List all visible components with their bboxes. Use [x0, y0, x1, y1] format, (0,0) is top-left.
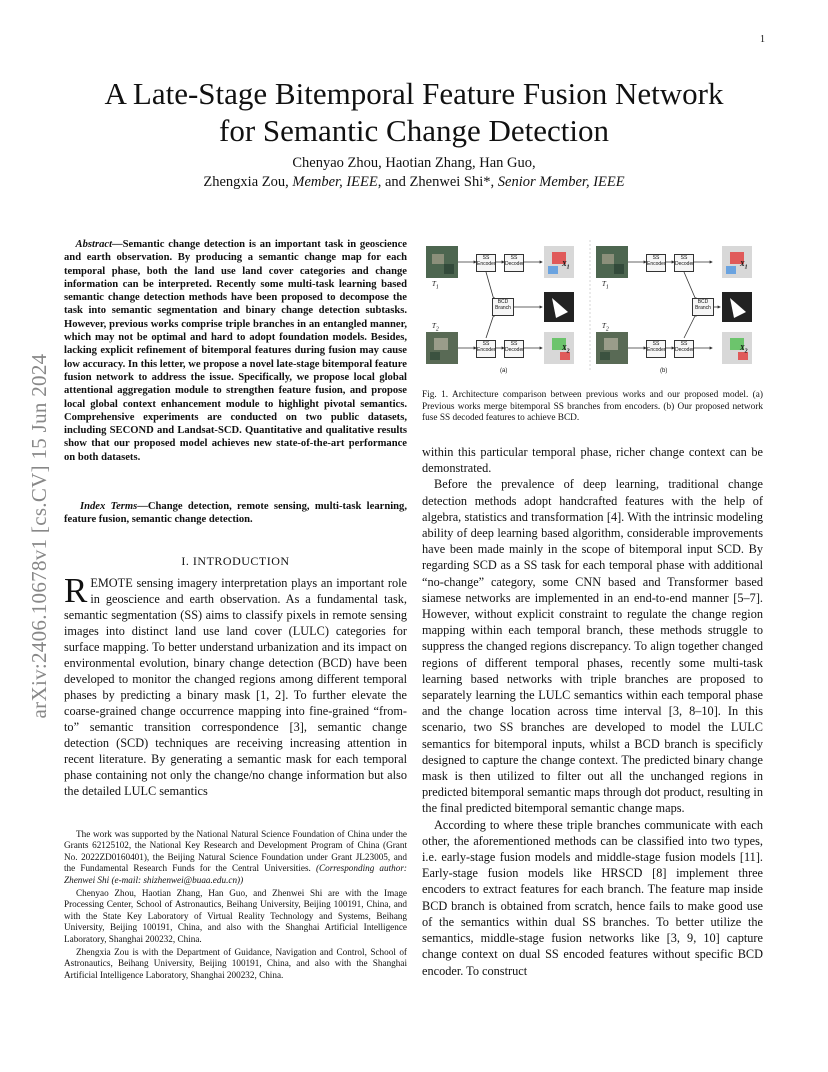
t1-text: T — [432, 280, 436, 288]
drop-cap: R — [64, 571, 88, 610]
x1-text: X — [562, 260, 567, 268]
bcd-branch-block: BCD Branch — [492, 298, 514, 316]
x2-text: X — [562, 344, 567, 352]
x2-text: X — [740, 344, 745, 352]
x1-label: $X_1$ — [740, 260, 748, 271]
author-text: Zhengxia Zou, — [203, 174, 293, 190]
x1-label: $X_1$ — [562, 260, 570, 271]
authors-line-2 — [60, 173, 768, 192]
subfigure-label-b: (b) — [660, 368, 668, 374]
x1-text: X — [740, 260, 745, 268]
t2-text: T — [432, 322, 436, 330]
right-column-body — [422, 444, 763, 979]
t2-label: $T_2$ — [602, 322, 609, 333]
ss-encoder-block: SS Encoder — [646, 254, 666, 272]
title-line-2: for Semantic Change Detection — [219, 113, 609, 148]
author-list — [60, 154, 768, 192]
t1-label: $T_1$ — [602, 280, 609, 291]
t1-text: T — [602, 280, 606, 288]
index-terms-text: —Change detection, remote sensing, multi-task learning, feature fusion, semantic change detection. — [64, 501, 407, 526]
author-text: , and Zhenwei Shi*, — [377, 174, 498, 190]
paragraph: Before the prevalence of deep learning, traditional change detection methods adopt handcrafted features with the help of algebra, statistics and transformation [4]. With the intrinsic modeling ability of deep learning based algorithm, considerable improvements have been made mainly in the scope of bitemporal input SCD. By regarding SCD as a SS task for each temporal phase with additional “no-change” category, some CNN based and Transformer based siamese networks are implemented in an end-to-end manner [5–7]. However, without explicit constraint to regulate the change region mapping within each temporal branch, these methods struggle to suppress the changed regions discrepancy. To align together changed regions of different temporal phases, recently some multi-task learning based networks with triple branches are proposed to separately learning the LULC semantics within each temporal phase and the change location across time interval [3, 8–10]. In this scenario, two SS branches are developed to model the LULC semantics for bitemporal inputs, whilst a BCD branch is specificly designed to capture the change context. The predicted binary change mask is then utilized to filter out all the unchanged regions in predicted bitemporal semantic maps through dot product, resulting in the final predicted bitemporal semantic change maps. — [422, 477, 763, 816]
figure-caption: Fig. 1. Architecture comparison between previous works and our proposed model. (a) Previous works merge bitemporal SS branches from encoders. (b) Our proposed network fuse SS decoded features to achieve BCD. — [422, 390, 763, 424]
x2-label: $X_2$ — [562, 344, 570, 355]
ss-decoder-block: SS Decoder — [504, 340, 524, 358]
footnote-affiliation-2: Zhengxia Zou is with the Department of Guidance, Navigation and Control, School of Astronautics, Beihang University, Beijing 100191, China, and also with the Shanghai Artificial Intelligence Laboratory, Shanghai 200232, China. — [64, 947, 407, 980]
footnotes — [64, 829, 407, 983]
ss-decoder-block: SS Decoder — [504, 254, 524, 272]
subfigure-label-a: (a) — [500, 368, 508, 374]
footnote-funding — [64, 829, 407, 886]
paper-title — [60, 75, 768, 149]
abstract-text: —Semantic change detection is an important task in geoscience and earth observation. By producing a semantic change map for each temporal phase, both the land use land cover categories and change information can be interpreted. Recently some multi-task learning based semantic change detection methods have been proposed to decompose the task into semantic segmentation and binary change detection subtasks. However, previous works comprise triple branches in an entangled manner, which may not be optimal and hard to adopt foundation models. Besides, lacking explicit refinement of bitemporal features during fusion may cause low accuracy. In this letter, we propose a novel late-stage bitemporal feature fusion network to address the issue. Specifically, we propose local global attentional aggregation module to strengthen feature fusion, and propose local global context enhancement module to highlight pivotal semantics. Comprehensive experiments are conducted on two public datasets, including SECOND and Landsat-SCD. Quantitative and qualitative results show that our proposed model achieves new state-of-the-art performance on both datasets. — [64, 239, 407, 463]
authors-line-1: Chenyao Zhou, Haotian Zhang, Han Guo, — [292, 155, 536, 171]
ss-decoder-block: SS Decoder — [674, 254, 694, 272]
paragraph: within this particular temporal phase, richer change context can be demonstrated. — [422, 445, 763, 476]
paragraph: According to where these triple branches communicate with each other, the aforementioned methods can be classified into two types, i.e. early-stage fusion models and middle-stage fusion models [11]. Early-stage fusion models like HRSCD [8] implement three encoders to extract features for each branch. The feature map inside BCD branch is obtained from scratch, hence fails to make good use of the semantics within dual SS branches. To better utilize the semantics, middle-stage fusion networks like [3, 9, 10] capture change context on dual SS encoded features without specific BCD encoder. To construct — [422, 817, 763, 978]
abstract-label: Abstract — [75, 239, 113, 250]
page-number: 1 — [760, 34, 765, 45]
bcd-branch-block: BCD Branch — [692, 298, 714, 316]
x2-label: $X_2$ — [740, 344, 748, 355]
figure-architecture — [424, 240, 764, 382]
ss-decoder-block: SS Decoder — [674, 340, 694, 358]
footnote-corresponding: (Corresponding author: Zhenwei Shi (e-mail: shizhenwei@buaa.edu.cn)) — [64, 863, 407, 885]
footnote-text: The work was supported by the National Natural Science Foundation of China under the Grants 62125102, the National Key Research and Development Program of China (Grant No. 2022ZD0160401), the Beijing Natural Science Foundation under Grant JL23005, and the Fundamental Research Funds for the Central Universities. — [64, 829, 407, 874]
footnote-affiliation-1: Chenyao Zhou, Haotian Zhang, Han Guo, and Zhenwei Shi are with the Image Processing Center, School of Astronautics, Beihang University, Beijing 100191, China, and with the State Key Laboratory of Virtual Reality Technology and Systems, Beihang University, Beijing 100191, China, and also with the Shanghai Artificial Intelligence Laboratory, Shanghai 200232, China. — [64, 888, 407, 944]
introduction-paragraph — [64, 571, 407, 799]
ss-encoder-block: SS Encoder — [476, 340, 496, 358]
arxiv-stamp: arXiv:2406.10678v1 [cs.CV] 15 Jun 2024 — [27, 353, 51, 719]
intro-text: EMOTE sensing imagery interpretation plays an important role in geoscience and earth observation. As a fundamental task, semantic segmentation (SS) aims to classify pixels in remote sensing images into distinct land use land cover (LULC) categories for surface mapping. To better understand urbanization and its impact on environmental evolution, binary change detection (BCD) have been developed to monitor the changed regions among different temporal phases by predicting a binary mask [1, 2]. To further elevate the coarse-grained change occurrence mapping into fine-grained “from-to” semantic transition correspondence [3], semantic change detection (SCD) techniques are receiving increasing attention in recent literature. By generating a semantic mask for each temporal phase containing not only the change/no change information but also the detailed LULC semantics — [64, 576, 407, 798]
section-heading: I. INTRODUCTION — [181, 554, 290, 568]
abstract — [64, 238, 407, 464]
author-affil: Senior Member, IEEE — [497, 174, 625, 190]
t2-label: $T_2$ — [432, 322, 439, 333]
index-terms-label: Index Terms — [79, 501, 138, 512]
author-affil: Member, IEEE — [292, 174, 378, 190]
index-terms — [64, 500, 407, 527]
ss-encoder-block: SS Encoder — [646, 340, 666, 358]
ss-encoder-block: SS Encoder — [476, 254, 496, 272]
t2-text: T — [602, 322, 606, 330]
title-line-1: A Late-Stage Bitemporal Feature Fusion Network — [104, 76, 724, 111]
t1-label: $T_1$ — [432, 280, 439, 291]
